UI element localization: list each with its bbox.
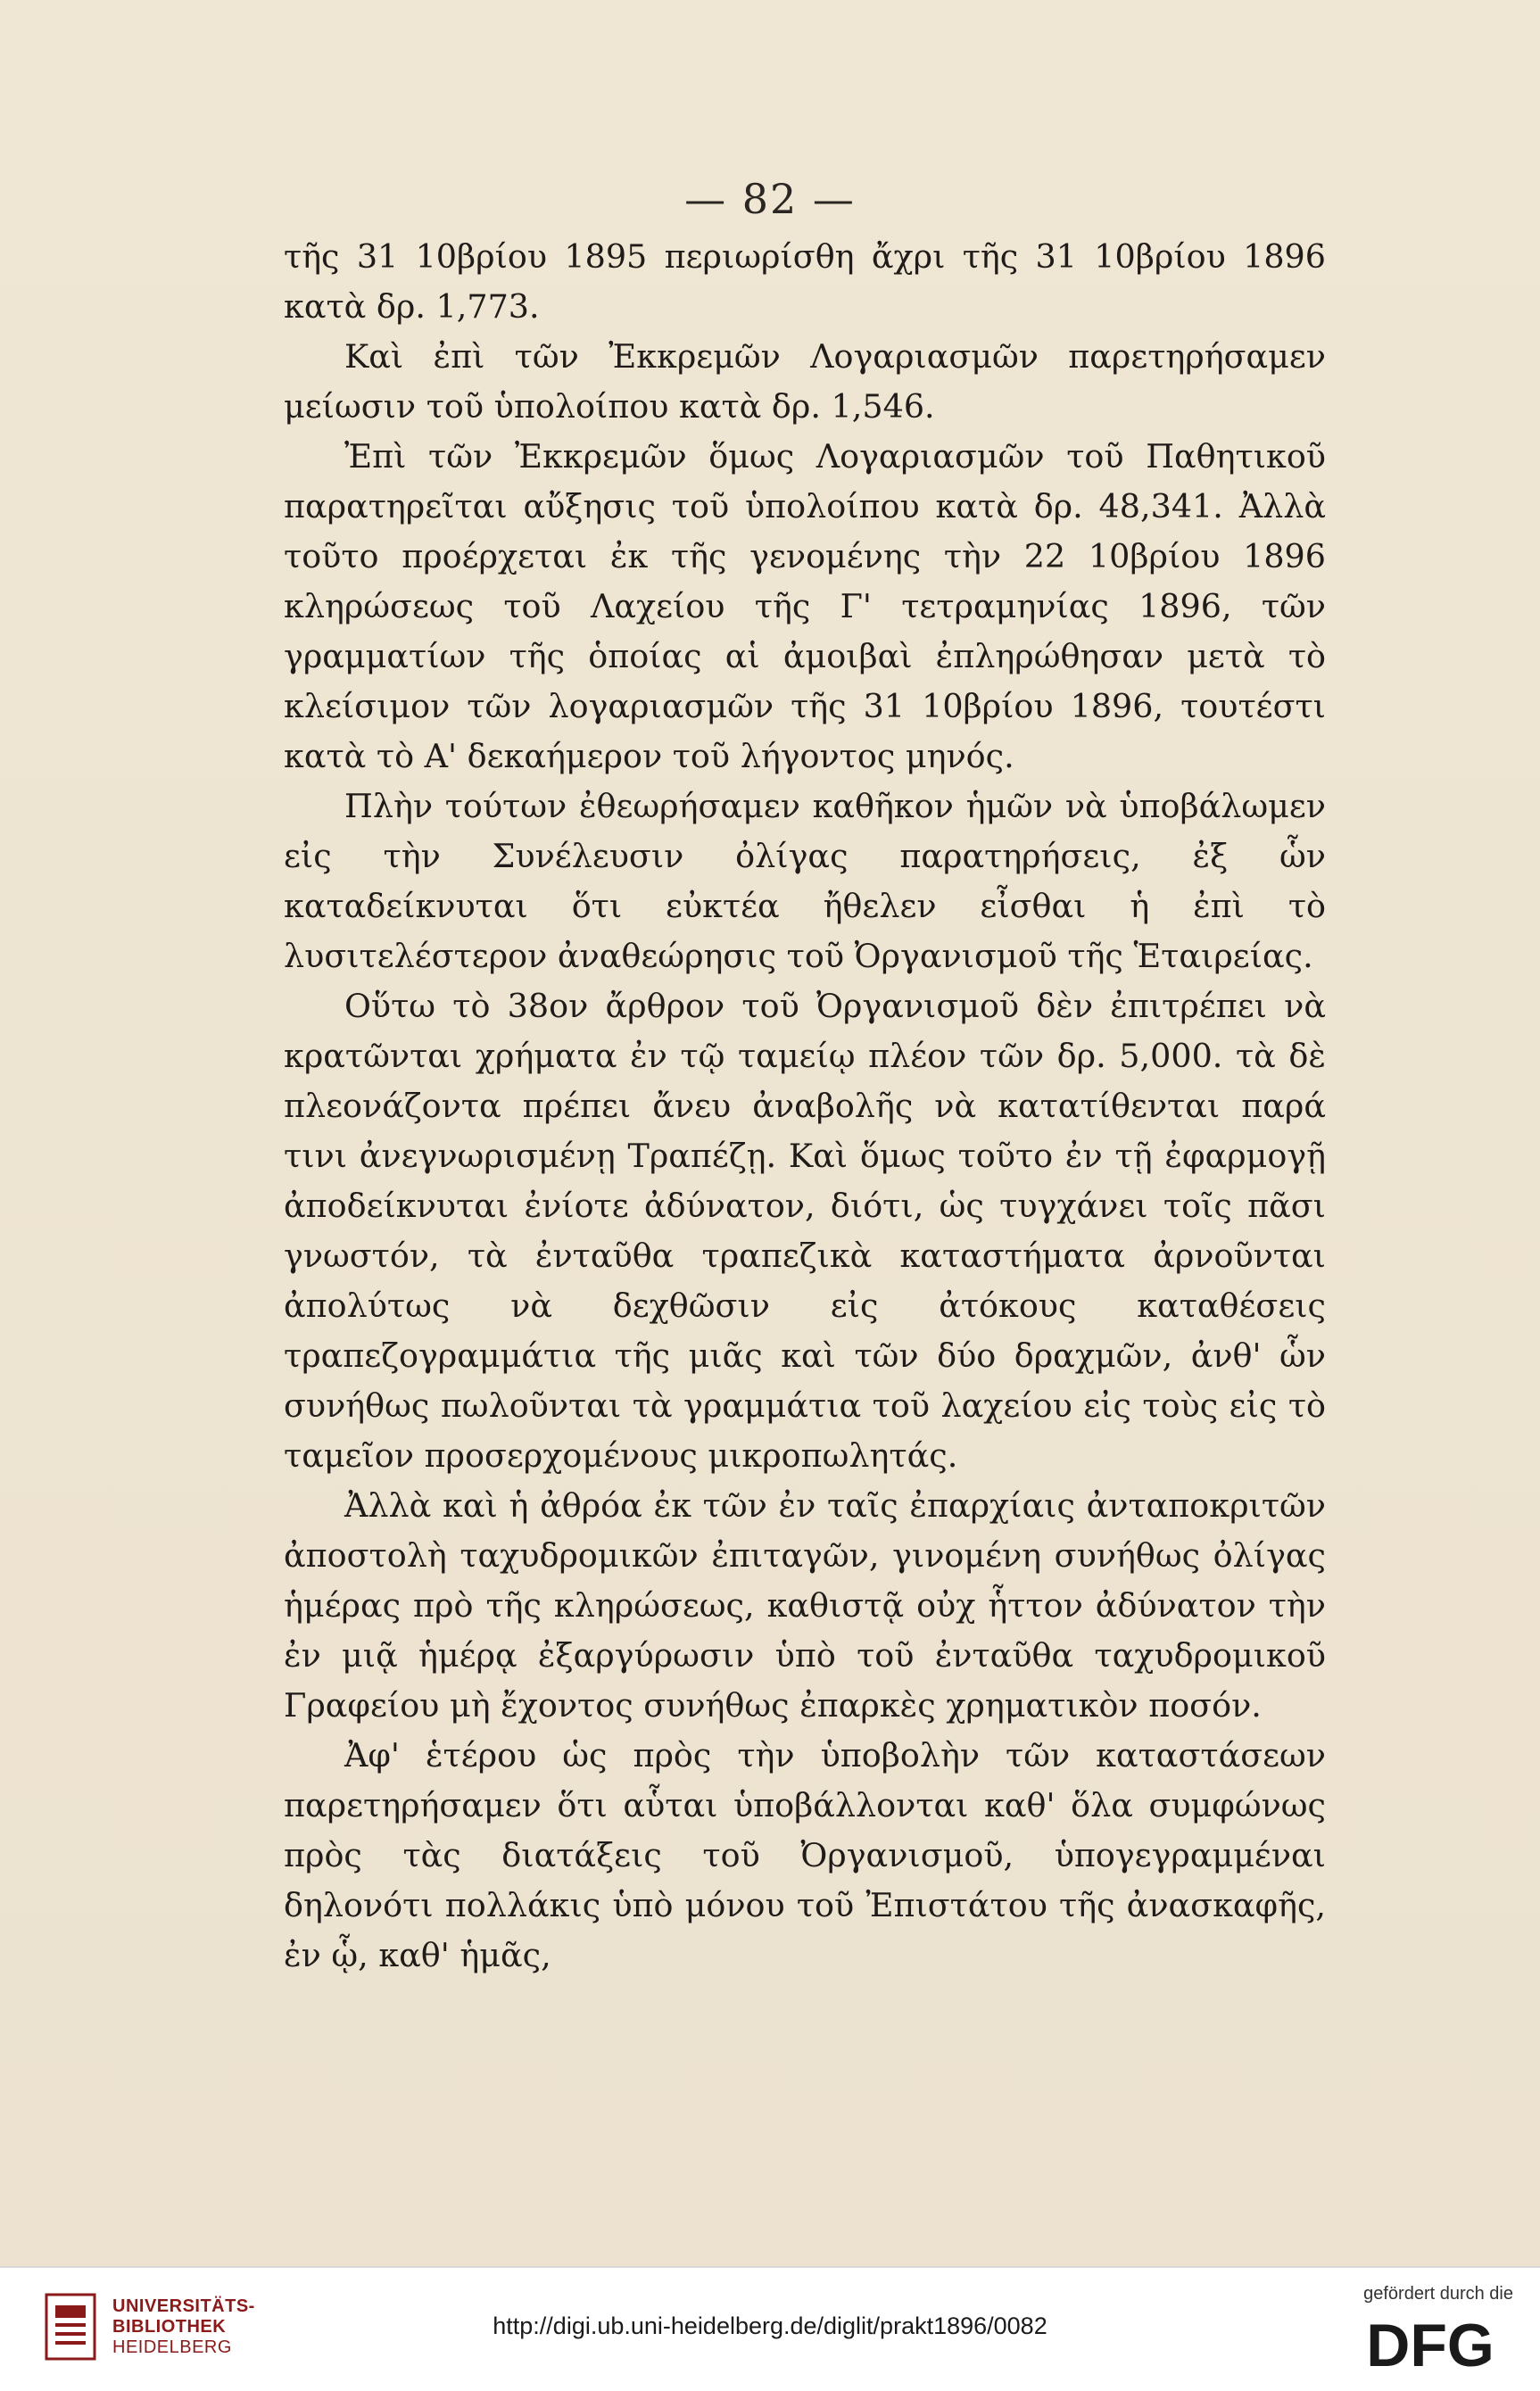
body-text bbox=[284, 232, 1326, 1981]
viewer-footer bbox=[0, 2266, 1540, 2391]
library-line-2: BIBLIOTHEK bbox=[112, 2317, 227, 2337]
dfg-logo-text: DFG bbox=[1366, 2312, 1494, 2377]
paragraph-5: Οὕτω τὸ 38ον ἄρθρον τοῦ Ὀργανισμοῦ δὲν ἐπιτρέπει νὰ κρατῶνται χρήματα ἐν τῷ ταμείῳ πλέον τῶν δρ. 5,000. τὰ δὲ πλεονάζοντα πρέπει ἄνευ ἀναβολῆς νὰ κατατίθενται παρά τινι ἀνεγνωρισμένῃ Τραπέζῃ. Καὶ ὅμως τοῦτο ἐν τῇ ἐφαρμογῇ ἀποδείκνυται ἐνίοτε ἀδύνατον, διότι, ὡς τυγχάνει τοῖς πᾶσι γνωστόν, τὰ ἐνταῦθα τραπεζικὰ καταστήματα ἀρνοῦνται ἀπολύτως νὰ δεχθῶσιν εἰς ἀτόκους καταθέσεις τραπεζογραμμάτια τῆς μιᾶς καὶ τῶν δύο δραχμῶν, ἀνθ' ὧν συνήθως πωλοῦνται τὰ γραμμάτια τοῦ λαχείου εἰς τοὺς εἰς τὸ ταμεῖον προσερχομένους μικροπωλητάς. bbox=[284, 987, 1326, 1475]
sponsor-text: gefördert durch die bbox=[1363, 2284, 1513, 2304]
paragraph-6: Ἀλλὰ καὶ ἡ ἀθρόα ἐκ τῶν ἐν ταῖς ἐπαρχίαις ἀνταποκριτῶν ἀποστολὴ ταχυδρομικῶν ἐπιταγῶν, γινομένη συνήθως ὀλίγας ἡμέρας πρὸ τῆς κληρώσεως, καθιστᾷ οὐχ ἧττον ἀδύνατον τὴν ἐν μιᾷ ἡμέρᾳ ἐξαργύρωσιν ὑπὸ τοῦ ἐνταῦθα ταχυδρομικοῦ Γραφείου μὴ ἔχοντος συνήθως ἐπαρκὲς χρηματικὸν ποσόν. bbox=[284, 1486, 1326, 1725]
paragraph-3: Ἐπὶ τῶν Ἐκκρεμῶν ὅμως Λογαριασμῶν τοῦ Παθητικοῦ παρατηρεῖται αὔξησις τοῦ ὑπολοίπου κατὰ δρ. 48,341. Ἀλλὰ τοῦτο προέρχεται ἐκ τῆς γενομένης τὴν 22 10βρίου 1896 κληρώσεως τοῦ Λαχείου τῆς Γ' τετραμηνίας 1896, τῶν γραμματίων τῆς ὁποίας αἱ ἀμοιβαὶ ἐπληρώθησαν μετὰ τὸ κλείσιμον τῶν λογαριασμῶν τῆς 31 10βρίου 1896, τουτέστι κατὰ τὸ Α' δεκαήμερον τοῦ λήγοντος μηνός. bbox=[284, 437, 1326, 775]
paragraph-7: Ἀφ' ἑτέρου ὡς πρὸς τὴν ὑποβολὴν τῶν καταστάσεων παρετηρήσαμεν ὅτι αὗται ὑποβάλλονται καθ' ὅλα συμφώνως πρὸς τὰς διατάξεις τοῦ Ὀργανισμοῦ, ὑπογεγραμμέναι δηλονότι πολλάκις ὑπὸ μόνου τοῦ Ἐπιστάτου τῆς ἀνασκαφῆς, ἐν ᾧ, καθ' ἡμᾶς, bbox=[284, 1736, 1326, 1974]
permalink-url[interactable]: http://digi.ub.uni-heidelberg.de/diglit/prakt1896/0082 bbox=[493, 2312, 1047, 2339]
paragraph-1: τῆς 31 10βρίου 1895 περιωρίσθη ἄχρι τῆς 31 10βρίου 1896 κατὰ δρ. 1,773. bbox=[284, 237, 1326, 326]
library-line-1: UNIVERSITÄTS- bbox=[112, 2296, 255, 2316]
page-number: — 82 — bbox=[684, 175, 856, 223]
dfg-logo-icon bbox=[1347, 2309, 1513, 2377]
paragraph-4: Πλὴν τούτων ἐθεωρήσαμεν καθῆκον ἡμῶν νὰ ὑποβάλωμεν εἰς τὴν Συνέλευσιν ὀλίγας παρατηρήσεις, ἐξ ὧν καταδείκνυται ὅτι εὐκτέα ἤθελεν εἶσθαι ἡ ἐπὶ τὸ λυσιτελέστερον ἀναθεώρησις τοῦ Ὀργανισμοῦ τῆς Ἑταιρείας. bbox=[284, 787, 1326, 975]
paragraph-2: Καὶ ἐπὶ τῶν Ἐκκρεμῶν Λογαριασμῶν παρετηρήσαμεν μείωσιν τοῦ ὑπολοίπου κατὰ δρ. 1,546. bbox=[284, 337, 1326, 426]
library-line-3: HEIDELBERG bbox=[112, 2337, 232, 2357]
